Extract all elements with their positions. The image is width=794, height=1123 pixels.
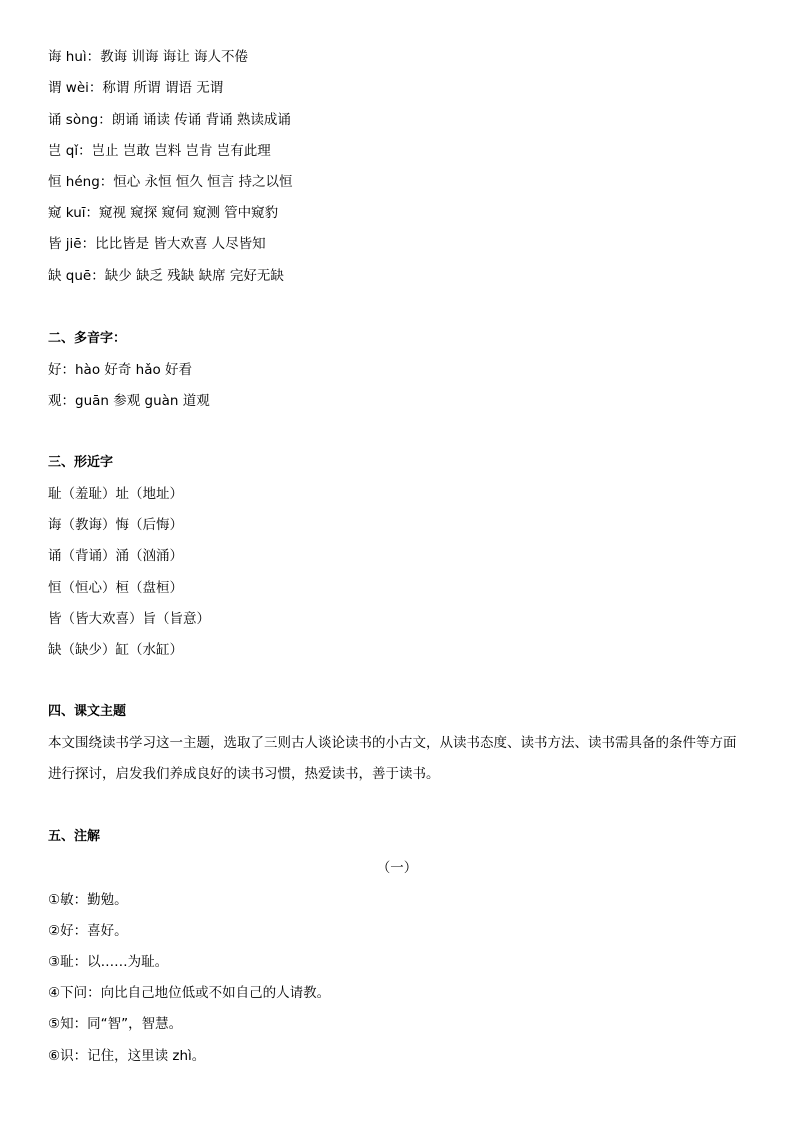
section-heading-polyphonic: 二、多音字： — [48, 331, 127, 346]
section-heading-theme: 四、课文主题 — [48, 704, 127, 719]
section-heading-notes: 五、注解 — [48, 829, 101, 844]
vocab-line-jie: 皆 jiē：比比皆是 皆大欢喜 人尽皆知 — [48, 236, 266, 252]
note-item: ③耻：以……为耻。 — [48, 954, 169, 970]
vocab-line-kui: 窥 kuī：窥视 窥探 窥伺 窥测 管中窥豹 — [48, 205, 279, 221]
similar-char-item: 缺（缺少）缸（水缸） — [48, 642, 183, 658]
vocab-line-wei: 谓 wèi：称谓 所谓 谓语 无谓 — [48, 80, 224, 96]
note-item: ①敏：勤勉。 — [48, 892, 128, 908]
polyphonic-item: 好：hào 好奇 hǎo 好看 — [48, 362, 193, 378]
similar-char-item: 耻（羞耻）址（地址） — [48, 486, 183, 502]
similar-char-item: 诵（背诵）涌（汹涌） — [48, 548, 183, 564]
note-item: ⑥识：记住，这里读 zhì。 — [48, 1048, 206, 1064]
note-item: ⑤知：同“智”，智慧。 — [48, 1016, 183, 1032]
note-item: ②好：喜好。 — [48, 923, 128, 939]
vocab-line-song: 诵 sòng：朗诵 诵读 传诵 背诵 熟读成诵 — [48, 112, 291, 128]
section-heading-similar-chars: 三、形近字 — [48, 455, 114, 470]
theme-paragraph: 本文围绕读书学习这一主题，选取了三则古人谈论读书的小古文，从读书态度、读书方法、读书需具备的条件等方面进行探讨，启发我们养成良好的读书习惯，热爱读书，善于读书。 — [48, 735, 737, 782]
vocab-line-qi: 岂 qǐ：岂止 岂敢 岂料 岂肯 岂有此理 — [48, 143, 271, 159]
similar-char-item: 诲（教诲）悔（后悔） — [48, 517, 183, 533]
vocab-line-que: 缺 quē：缺少 缺乏 残缺 缺席 完好无缺 — [48, 268, 284, 284]
polyphonic-item: 观：guān 参观 guàn 道观 — [48, 393, 210, 409]
vocab-line-heng: 恒 héng：恒心 永恒 恒久 恒言 持之以恒 — [48, 174, 293, 190]
similar-char-item: 皆（皆大欢喜）旨（旨意） — [48, 611, 210, 627]
vocab-line-hui: 诲 huì：教诲 训诲 诲让 诲人不倦 — [48, 49, 249, 65]
notes-subheading: （一） — [376, 860, 418, 876]
similar-char-item: 恒（恒心）桓（盘桓） — [48, 580, 183, 596]
note-item: ④下问：向比自己地位低或不如自己的人请教。 — [48, 985, 331, 1001]
